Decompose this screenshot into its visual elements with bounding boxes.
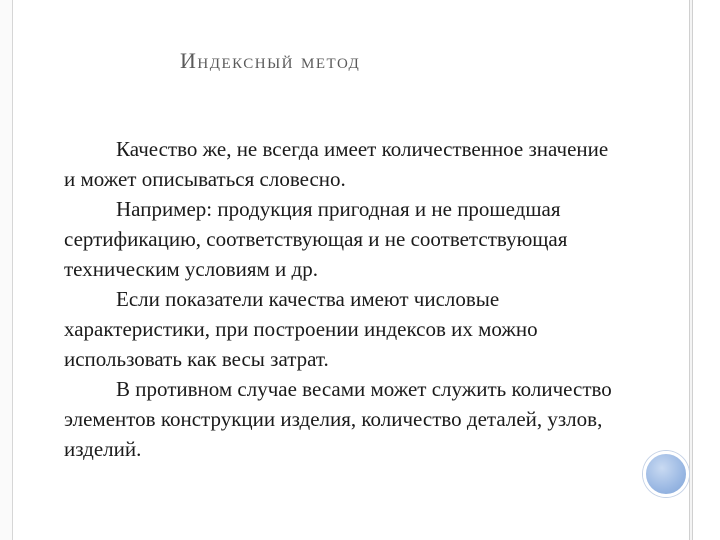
- right-frame-line-inner: [692, 0, 693, 540]
- paragraph-3: Если показатели качества имеют числовые характеристики, при построении индексов их можно использовать как весы затрат.: [64, 287, 538, 371]
- decorative-circle-icon: [643, 451, 689, 497]
- paragraph-1: Качество же, не всегда имеет количественное значение и может описываться словесно.: [64, 137, 609, 191]
- left-border-strip: [0, 0, 13, 540]
- paragraph-4: В противном случае весами может служить количество элементов конструкции изделия, количество деталей, узлов, изделий.: [64, 377, 612, 461]
- slide-body: [64, 134, 624, 464]
- slide-title: Индексный метод: [180, 48, 361, 73]
- paragraph-2: Например: продукция пригодная и не прошедшая сертификацию, соответствующая и не соответствующая техническим условиям и др.: [64, 197, 568, 281]
